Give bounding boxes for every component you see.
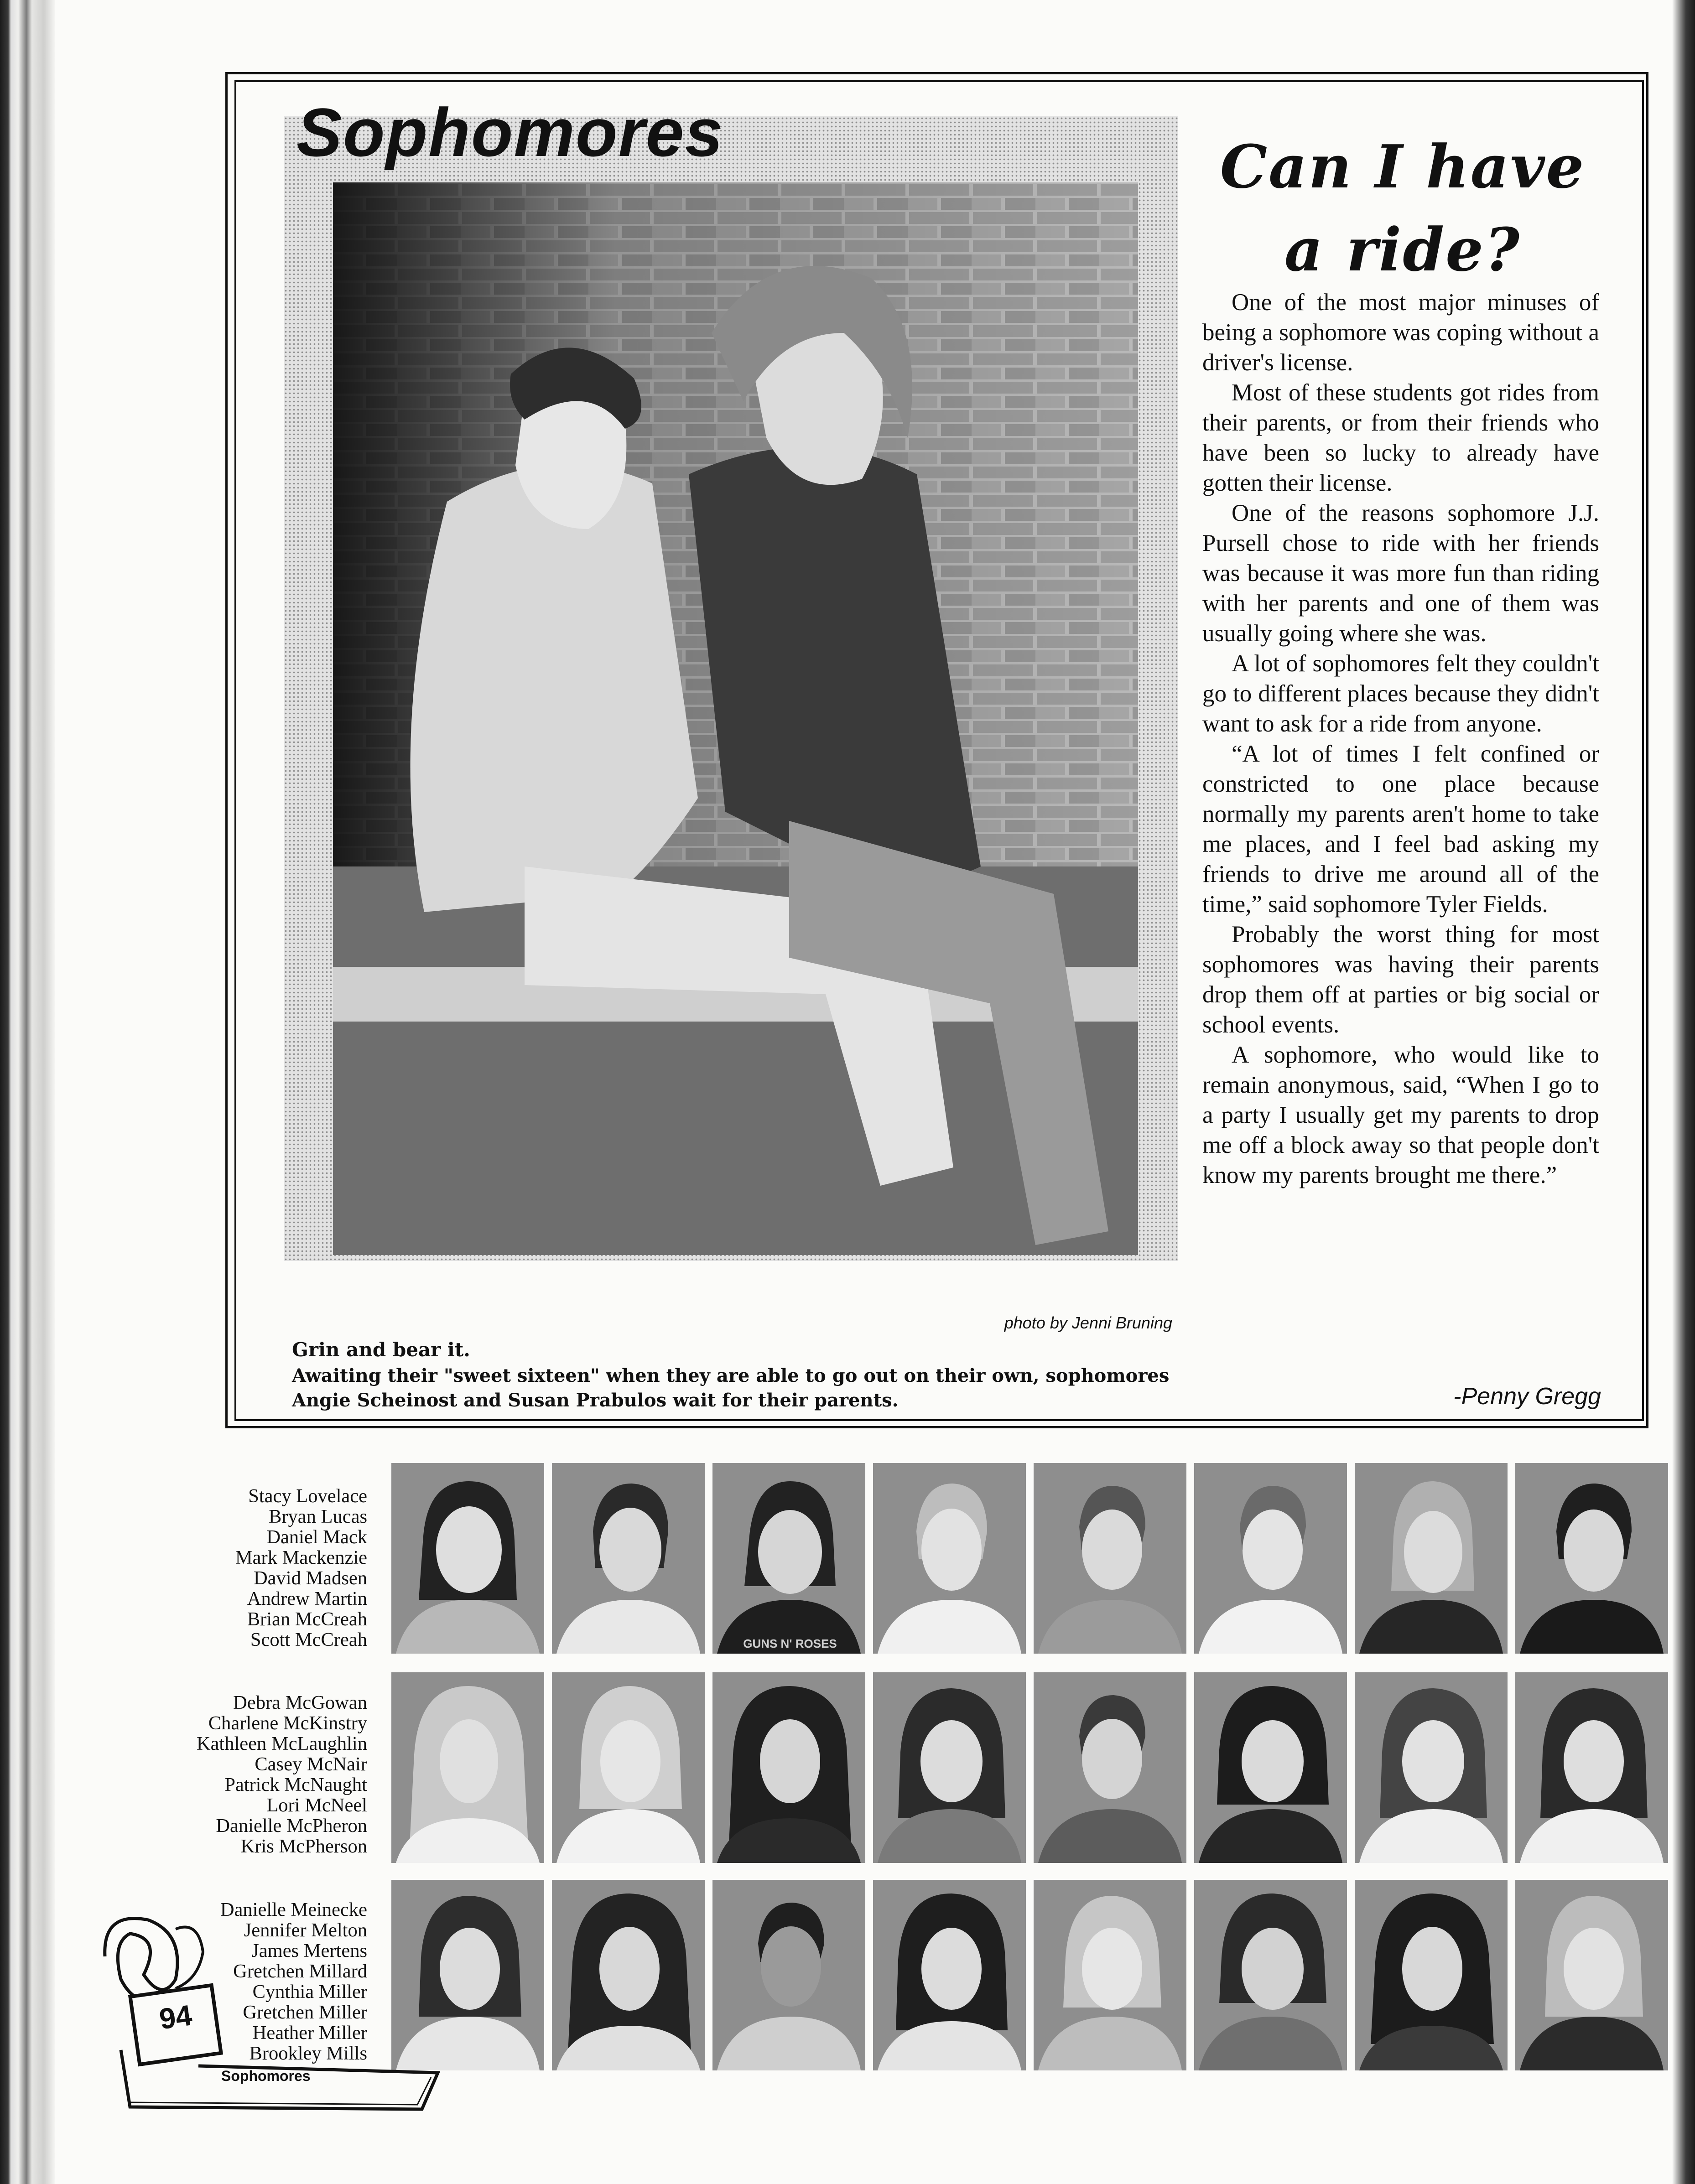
student-portrait bbox=[391, 1463, 544, 1654]
story-paragraph: One of the most major minuses of being a sophomore was coping without a driver's license. bbox=[1202, 289, 1599, 376]
student-name: Kris McPherson bbox=[240, 1836, 367, 1857]
student-name: Gretchen Miller bbox=[243, 2002, 367, 2023]
footer-section-label: Sophomores bbox=[221, 2068, 311, 2084]
caption-text: Awaiting their "sweet sixteen" when they are able to go out on their own, sophomores Angie Scheinost and Susan Prabulos wait for their parents. bbox=[292, 1365, 1170, 1411]
student-portrait bbox=[1515, 1672, 1668, 1863]
student-name: James Mertens bbox=[251, 1940, 367, 1961]
student-name: Bryan Lucas bbox=[269, 1506, 367, 1527]
student-name: Kathleen McLaughlin bbox=[196, 1733, 367, 1754]
portrait-row-3 bbox=[391, 1880, 1659, 2070]
student-name: Daniel Mack bbox=[266, 1526, 367, 1548]
student-portrait bbox=[712, 1880, 865, 2070]
student-portrait bbox=[1515, 1880, 1668, 2070]
student-portrait bbox=[1194, 1880, 1347, 2070]
student-portrait bbox=[1034, 1672, 1186, 1863]
student-portrait bbox=[1194, 1463, 1347, 1654]
student-portrait bbox=[552, 1463, 705, 1654]
student-portrait bbox=[1515, 1463, 1668, 1654]
student-portrait bbox=[712, 1463, 865, 1654]
portrait-names-row-2 bbox=[114, 1692, 367, 1857]
story-paragraph: Most of these students got rides from their parents, or from their friends who have been so lucky to already have gotten their license. bbox=[1202, 379, 1599, 496]
student-name: Danielle Meinecke bbox=[220, 1899, 367, 1920]
student-portrait bbox=[712, 1672, 865, 1863]
student-portrait bbox=[1355, 1672, 1508, 1863]
student-portrait bbox=[552, 1880, 705, 2070]
student-name: Gretchen Millard bbox=[233, 1961, 367, 1982]
student-name: Debra McGowan bbox=[233, 1692, 367, 1713]
page-right-edge bbox=[1672, 0, 1695, 2184]
student-name: Patrick McNaught bbox=[224, 1774, 367, 1795]
student-portrait bbox=[873, 1672, 1026, 1863]
student-name: David Madsen bbox=[253, 1567, 367, 1589]
story-paragraph: Probably the worst thing for most sophomores was having their parents drop them off at parties or big social or school events. bbox=[1202, 921, 1599, 1038]
student-portrait bbox=[1034, 1463, 1186, 1654]
student-name: Heather Miller bbox=[252, 2022, 367, 2044]
student-portrait bbox=[1355, 1880, 1508, 2070]
student-name: Brian McCreah bbox=[247, 1608, 367, 1630]
student-portrait bbox=[391, 1672, 544, 1863]
student-name: Scott McCreah bbox=[250, 1629, 367, 1650]
headline-line-1: Can I have bbox=[1220, 132, 1586, 202]
shirt-text: GUNS N' ROSES bbox=[743, 1637, 837, 1650]
student-portrait bbox=[1034, 1880, 1186, 2070]
student-portrait bbox=[873, 1880, 1026, 2070]
student-portrait bbox=[873, 1463, 1026, 1654]
portrait-row-2 bbox=[391, 1672, 1659, 1863]
student-portrait bbox=[1355, 1463, 1508, 1654]
story-byline: -Penny Gregg bbox=[1453, 1383, 1601, 1410]
story-paragraph: A lot of sophomores felt they couldn't go to different places because they didn't want to ask for a ride from anyone. bbox=[1202, 650, 1599, 737]
student-name: Brookley Mills bbox=[249, 2043, 367, 2064]
story-headline bbox=[1186, 125, 1619, 291]
page-number: 94 bbox=[157, 1998, 194, 2036]
student-name: Andrew Martin bbox=[247, 1588, 367, 1609]
student-portrait bbox=[1194, 1672, 1347, 1863]
student-name: Mark Mackenzie bbox=[235, 1547, 367, 1568]
portrait-names-row-1 bbox=[114, 1486, 367, 1650]
student-name: Cynthia Miller bbox=[252, 1981, 367, 2002]
feature-photo bbox=[333, 182, 1138, 1255]
book-spine-edge bbox=[0, 0, 55, 2184]
student-name: Casey McNair bbox=[255, 1753, 367, 1775]
portrait-row-1 bbox=[391, 1463, 1659, 1654]
student-name: Jennifer Melton bbox=[244, 1919, 367, 1941]
story-body bbox=[1202, 287, 1599, 1190]
story-paragraph: One of the reasons sophomore J.J. Pursell chose to ride with her friends was because it was more fun than riding with her parents and one of them was usually going where she was. bbox=[1202, 500, 1599, 647]
caption-title: Grin and bear it. bbox=[292, 1338, 470, 1361]
story-paragraph: A sophomore, who would like to remain anonymous, said, “When I go to a party I usually get my parents to drop me off a block away so that people don't know my parents brought me there.” bbox=[1202, 1042, 1599, 1188]
student-name: Stacy Lovelace bbox=[248, 1485, 367, 1507]
photo-credit: photo by Jenni Bruning bbox=[1004, 1313, 1172, 1332]
student-name: Lori McNeel bbox=[266, 1795, 367, 1816]
section-title: Sophomores bbox=[296, 94, 724, 171]
student-portrait bbox=[552, 1672, 705, 1863]
student-name: Charlene McKinstry bbox=[208, 1712, 367, 1734]
story-paragraph: “A lot of times I felt confined or constricted to one place because normally my parents aren't home to take me places, and I feel bad asking my friends to drive me around all of the time,” said sophomore Tyler Fields. bbox=[1202, 741, 1599, 918]
student-name: Danielle McPheron bbox=[216, 1815, 367, 1836]
headline-line-2: a ride? bbox=[1284, 215, 1521, 285]
